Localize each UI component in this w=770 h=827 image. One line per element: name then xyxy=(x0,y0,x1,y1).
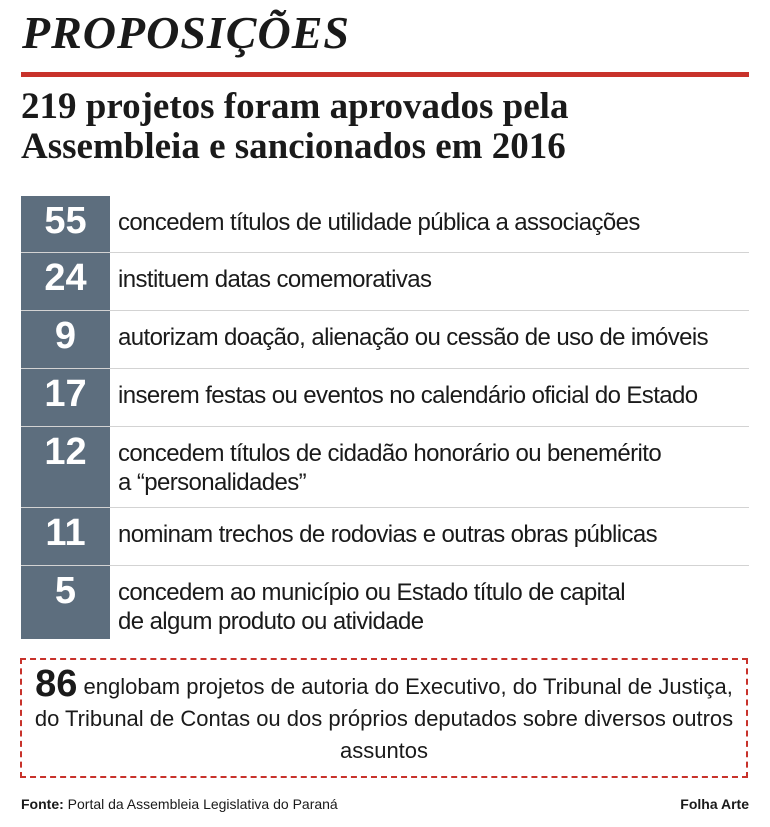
item-number: 55 xyxy=(21,196,110,252)
credit: Folha Arte xyxy=(680,796,749,812)
item-number: 17 xyxy=(21,369,110,426)
list-item xyxy=(21,196,749,253)
summary-box xyxy=(20,658,748,778)
item-number: 5 xyxy=(21,566,110,639)
item-text: concedem títulos de utilidade pública a associações xyxy=(118,209,640,236)
summary-text: englobam projetos de autoria do Executivo, do Tribunal de Justiça, do Tribunal de Contas ou dos próprios deputados sobre diversos outros assuntos xyxy=(34,674,734,763)
list-item xyxy=(21,508,749,566)
item-text: concedem títulos de cidadão honorário ou benemérito a “personalidades” xyxy=(118,440,662,496)
page-title: PROPOSIÇÕES xyxy=(22,7,350,58)
item-number: 12 xyxy=(21,427,110,507)
item-number: 11 xyxy=(21,508,110,565)
footer xyxy=(21,796,749,812)
item-text: inserem festas ou eventos no calendário oficial do Estado xyxy=(118,382,698,409)
subtitle: 219 projetos foram aprovados pela Assembleia e sancionados em 2016 xyxy=(21,86,569,167)
list-item xyxy=(21,311,749,369)
item-text: concedem ao município ou Estado título de capital de algum produto ou atividade xyxy=(118,579,625,635)
title-divider xyxy=(21,72,749,77)
source-text: Portal da Assembleia Legislativa do Paraná xyxy=(67,796,338,812)
item-text: instituem datas comemorativas xyxy=(118,266,432,293)
items-list xyxy=(21,196,749,639)
source-line xyxy=(21,796,338,812)
list-item xyxy=(21,566,749,639)
list-item xyxy=(21,427,749,508)
list-item xyxy=(21,369,749,427)
item-number: 9 xyxy=(21,311,110,368)
item-text: nominam trechos de rodovias e outras obras públicas xyxy=(118,521,658,548)
summary-content xyxy=(22,663,746,767)
item-number: 24 xyxy=(21,253,110,310)
source-label: Fonte: xyxy=(21,796,64,812)
item-text: autorizam doação, alienação ou cessão de uso de imóveis xyxy=(118,324,709,351)
summary-number: 86 xyxy=(35,663,78,705)
list-item xyxy=(21,253,749,311)
